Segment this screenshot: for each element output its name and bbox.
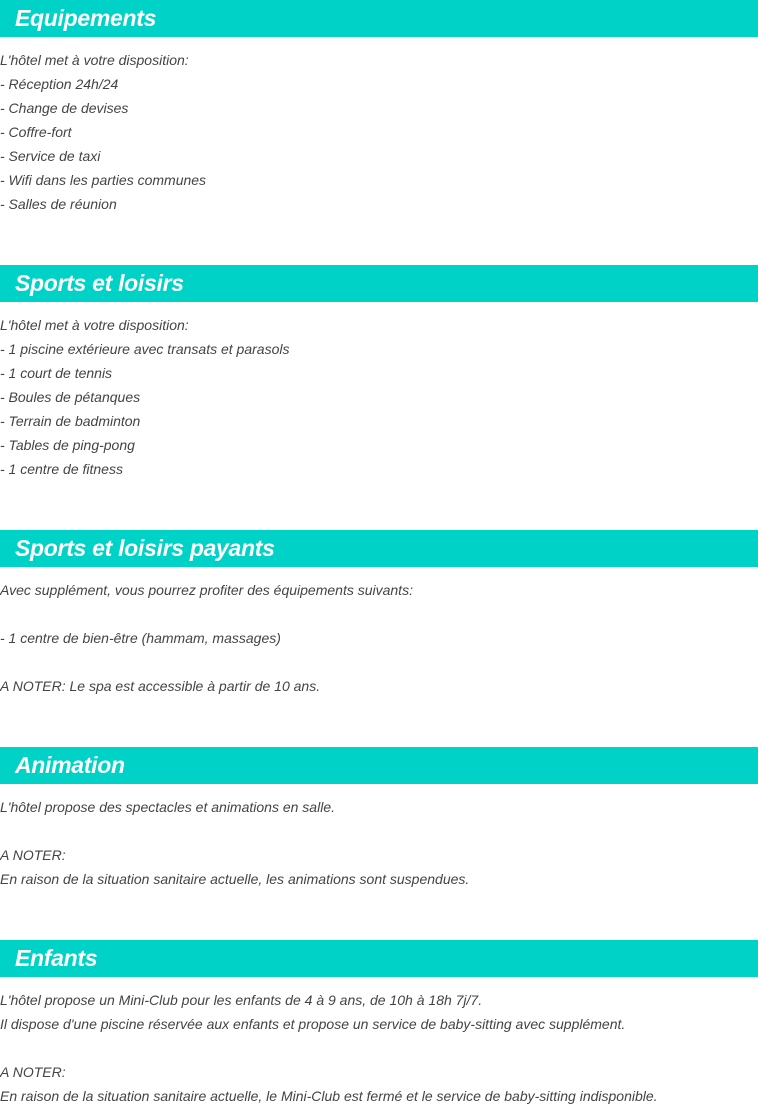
note-label: A NOTER:: [0, 1064, 66, 1080]
body-line: L'hôtel met à votre disposition:: [0, 317, 189, 333]
note-line: En raison de la situation sanitaire actuelle, les animations sont suspendues.: [0, 871, 470, 887]
blank-line: [0, 1036, 758, 1060]
section-title: Sports et loisirs: [15, 270, 184, 296]
section-header: [0, 747, 758, 784]
note-label: A NOTER:: [0, 847, 66, 863]
list-item: - 1 court de tennis: [0, 365, 113, 381]
section-equipements: [0, 0, 758, 216]
note-line: A NOTER: Le spa est accessible à partir de 10 ans.: [0, 678, 321, 694]
section-body: [0, 37, 758, 216]
section-header: [0, 0, 758, 37]
section-body: [0, 302, 758, 481]
section-sports-loisirs-payants: [0, 530, 758, 698]
note-line: En raison de la situation sanitaire actuelle, le Mini-Club est fermé et le service de baby-sitting indisponible.: [0, 1088, 658, 1104]
list-item: - Salles de réunion: [0, 196, 117, 212]
list-item: - Service de taxi: [0, 148, 101, 164]
list-item: - 1 centre de fitness: [0, 461, 123, 477]
list-item: - 1 centre de bien-être (hammam, massages): [0, 630, 281, 646]
section-header: [0, 530, 758, 567]
section-header: [0, 940, 758, 977]
body-line: Il dispose d'une piscine réservée aux enfants et propose un service de baby-sitting avec supplément.: [0, 1016, 626, 1032]
list-item: - Terrain de badminton: [0, 413, 141, 429]
section-header: [0, 265, 758, 302]
section-title: Enfants: [15, 945, 98, 971]
list-item: - Réception 24h/24: [0, 76, 119, 92]
section-title: Sports et loisirs payants: [15, 535, 275, 561]
list-item: - Boules de pétanques: [0, 389, 141, 405]
section-body: [0, 977, 758, 1108]
body-line: L'hôtel propose des spectacles et animations en salle.: [0, 799, 335, 815]
section-sports-loisirs: [0, 265, 758, 481]
blank-line: [0, 650, 758, 674]
section-body: [0, 567, 758, 698]
section-animation: [0, 747, 758, 891]
body-line: Avec supplément, vous pourrez profiter des équipements suivants:: [0, 582, 413, 598]
section-title: Equipements: [15, 5, 157, 31]
blank-line: [0, 602, 758, 626]
body-line: L'hôtel met à votre disposition:: [0, 52, 189, 68]
list-item: - Coffre-fort: [0, 124, 72, 140]
blank-line: [0, 819, 758, 843]
section-body: [0, 784, 758, 891]
list-item: - 1 piscine extérieure avec transats et parasols: [0, 341, 290, 357]
list-item: - Change de devises: [0, 100, 129, 116]
section-enfants: [0, 940, 758, 1108]
body-line: L'hôtel propose un Mini-Club pour les enfants de 4 à 9 ans, de 10h à 18h 7j/7.: [0, 992, 483, 1008]
section-title: Animation: [15, 752, 125, 778]
list-item: - Wifi dans les parties communes: [0, 172, 207, 188]
list-item: - Tables de ping-pong: [0, 437, 135, 453]
